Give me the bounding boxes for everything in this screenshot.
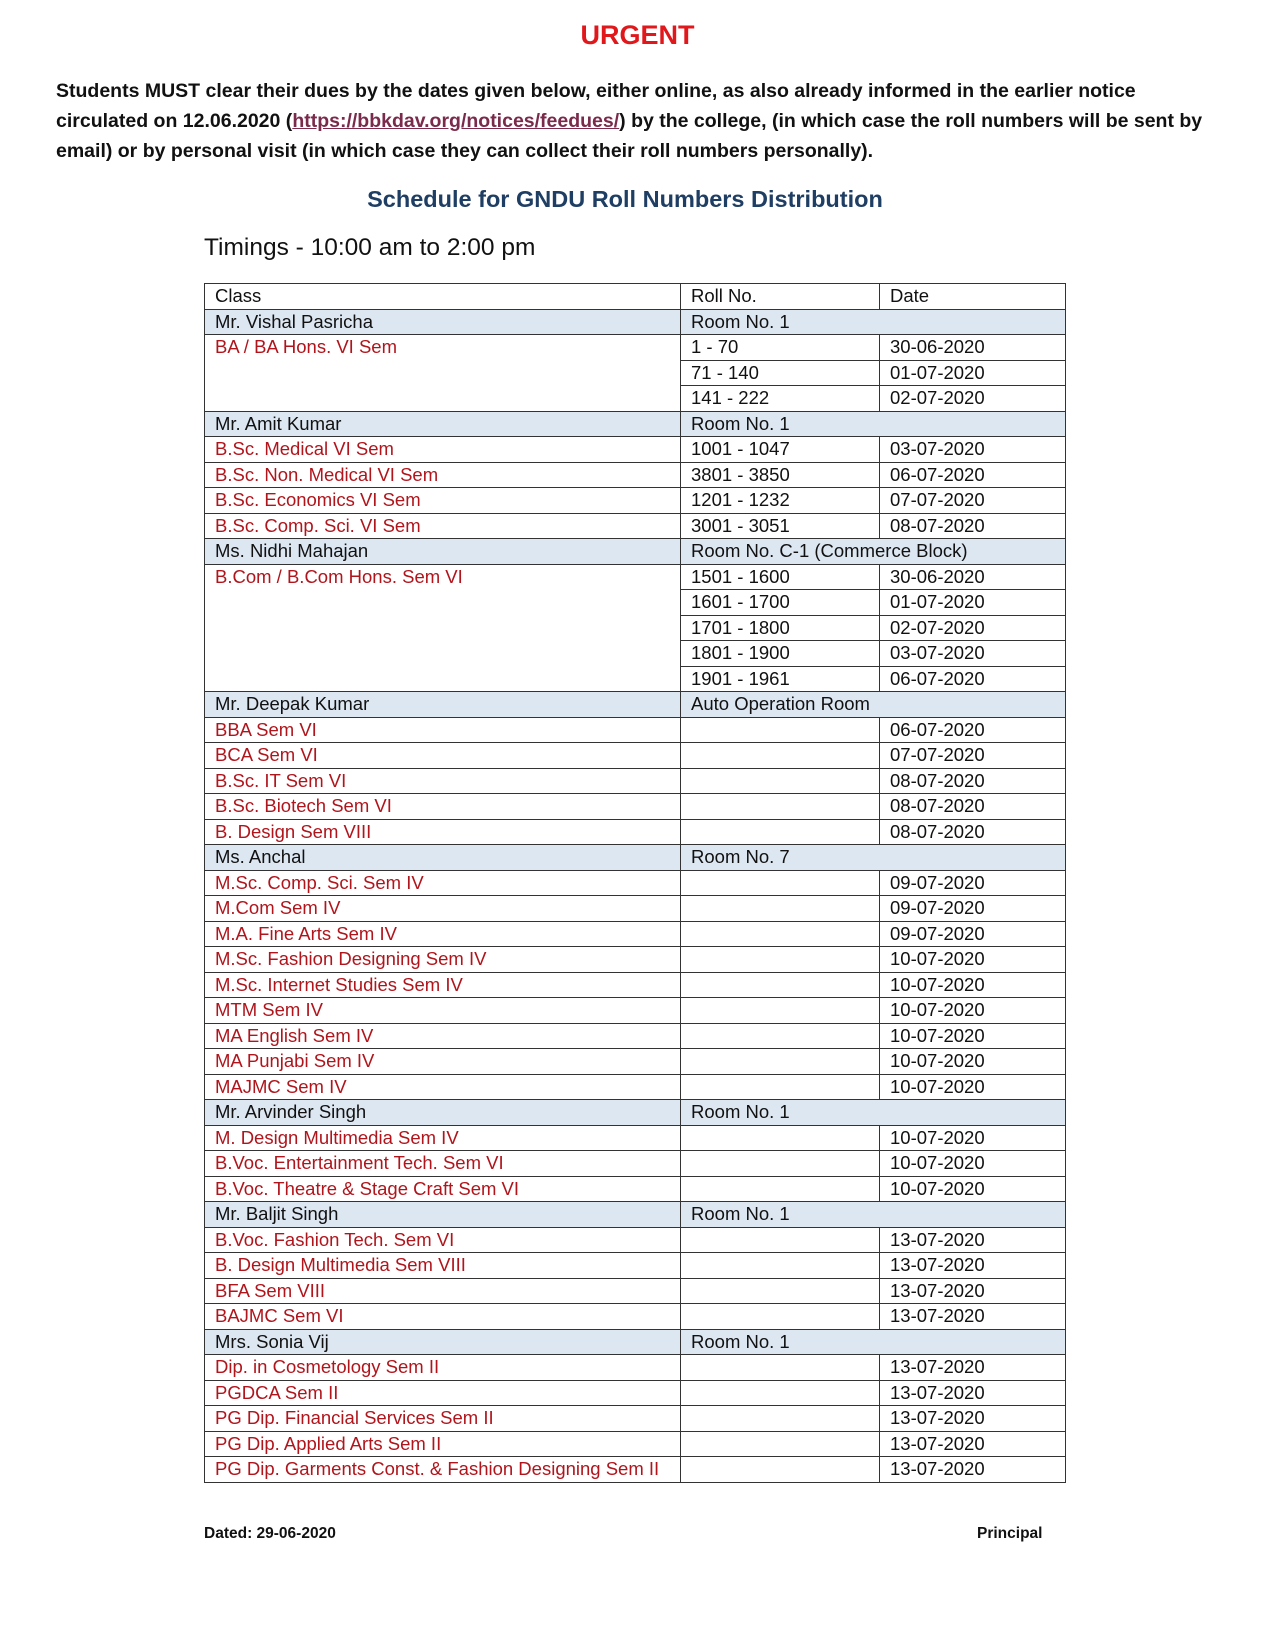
class-name: BA / BA Hons. VI Sem xyxy=(205,335,681,412)
roll-range xyxy=(681,1125,880,1151)
open-paren: ( xyxy=(280,110,293,132)
class-name: BCA Sem VI xyxy=(205,743,681,769)
room-name: Auto Operation Room xyxy=(681,692,1066,718)
roll-range xyxy=(681,819,880,845)
table-row xyxy=(205,1278,1066,1304)
distribution-date: 13-07-2020 xyxy=(880,1355,1066,1381)
roll-range xyxy=(681,1023,880,1049)
roll-range xyxy=(681,1304,880,1330)
roll-range xyxy=(681,1355,880,1381)
roll-range xyxy=(681,1380,880,1406)
roll-range xyxy=(681,998,880,1024)
teacher-row xyxy=(205,411,1066,437)
class-name: M. Design Multimedia Sem IV xyxy=(205,1125,681,1151)
distribution-date: 07-07-2020 xyxy=(880,488,1066,514)
distribution-date: 30-06-2020 xyxy=(880,564,1066,590)
table-row xyxy=(205,1176,1066,1202)
distribution-date: 10-07-2020 xyxy=(880,998,1066,1024)
roll-range xyxy=(681,896,880,922)
roll-range xyxy=(681,794,880,820)
distribution-date: 09-07-2020 xyxy=(880,921,1066,947)
class-name: MA Punjabi Sem IV xyxy=(205,1049,681,1075)
class-name: M.Com Sem IV xyxy=(205,896,681,922)
distribution-date: 08-07-2020 xyxy=(880,794,1066,820)
class-name: B.Sc. Non. Medical VI Sem xyxy=(205,462,681,488)
distribution-date: 09-07-2020 xyxy=(880,896,1066,922)
table-row xyxy=(205,947,1066,973)
roll-range xyxy=(681,743,880,769)
distribution-date: 10-07-2020 xyxy=(880,1125,1066,1151)
roll-range: 1 - 70 xyxy=(681,335,880,361)
class-name: B.Voc. Entertainment Tech. Sem VI xyxy=(205,1151,681,1177)
distribution-date: 08-07-2020 xyxy=(880,819,1066,845)
roll-range xyxy=(681,1406,880,1432)
teacher-name: Ms. Nidhi Mahajan xyxy=(205,539,681,565)
roll-range xyxy=(681,1227,880,1253)
teacher-name: Mr. Vishal Pasricha xyxy=(205,309,681,335)
table-row xyxy=(205,1380,1066,1406)
table-header-row xyxy=(205,284,1066,310)
class-name: B.Sc. IT Sem VI xyxy=(205,768,681,794)
table-row xyxy=(205,921,1066,947)
table-row xyxy=(205,1023,1066,1049)
roll-range: 71 - 140 xyxy=(681,360,880,386)
table-row xyxy=(205,437,1066,463)
class-name: MA English Sem IV xyxy=(205,1023,681,1049)
distribution-date: 01-07-2020 xyxy=(880,590,1066,616)
distribution-date: 02-07-2020 xyxy=(880,386,1066,412)
roll-range: 1701 - 1800 xyxy=(681,615,880,641)
distribution-date: 13-07-2020 xyxy=(880,1304,1066,1330)
intro-paragraph xyxy=(56,76,1231,166)
schedule-body xyxy=(205,309,1066,1482)
class-name: M.Sc. Internet Studies Sem IV xyxy=(205,972,681,998)
header-class: Class xyxy=(205,284,681,310)
teacher-name: Ms. Anchal xyxy=(205,845,681,871)
distribution-date: 06-07-2020 xyxy=(880,666,1066,692)
table-row xyxy=(205,1431,1066,1457)
teacher-row xyxy=(205,692,1066,718)
class-name: B. Design Sem VIII xyxy=(205,819,681,845)
header-roll-no: Roll No. xyxy=(681,284,880,310)
roll-range xyxy=(681,1253,880,1279)
distribution-date: 13-07-2020 xyxy=(880,1457,1066,1483)
distribution-date: 07-07-2020 xyxy=(880,743,1066,769)
table-row xyxy=(205,896,1066,922)
roll-range xyxy=(681,921,880,947)
distribution-date: 09-07-2020 xyxy=(880,870,1066,896)
table-row xyxy=(205,972,1066,998)
distribution-date: 03-07-2020 xyxy=(880,437,1066,463)
room-name: Room No. C-1 (Commerce Block) xyxy=(681,539,1066,565)
distribution-date: 13-07-2020 xyxy=(880,1227,1066,1253)
roll-range: 3801 - 3850 xyxy=(681,462,880,488)
class-name: PG Dip. Applied Arts Sem II xyxy=(205,1431,681,1457)
roll-range xyxy=(681,768,880,794)
roll-range xyxy=(681,1431,880,1457)
teacher-row xyxy=(205,1202,1066,1228)
intro-text-start: Students MUST clear their dues by the dates given below, either online, as also already informed in the earlier notice circulated on xyxy=(56,80,1136,132)
class-name: B.Sc. Medical VI Sem xyxy=(205,437,681,463)
distribution-date: 06-07-2020 xyxy=(880,462,1066,488)
roll-range xyxy=(681,1074,880,1100)
class-name: M.Sc. Comp. Sci. Sem IV xyxy=(205,870,681,896)
roll-range xyxy=(681,1278,880,1304)
distribution-date: 13-07-2020 xyxy=(880,1253,1066,1279)
distribution-date: 01-07-2020 xyxy=(880,360,1066,386)
distribution-date: 10-07-2020 xyxy=(880,1049,1066,1075)
room-name: Room No. 1 xyxy=(681,309,1066,335)
class-name: M.Sc. Fashion Designing Sem IV xyxy=(205,947,681,973)
class-name: B.Sc. Comp. Sci. VI Sem xyxy=(205,513,681,539)
class-name: PG Dip. Financial Services Sem II xyxy=(205,1406,681,1432)
teacher-row xyxy=(205,845,1066,871)
class-name: B. Design Multimedia Sem VIII xyxy=(205,1253,681,1279)
table-row xyxy=(205,1304,1066,1330)
class-name: Dip. in Cosmetology Sem II xyxy=(205,1355,681,1381)
class-name: MAJMC Sem IV xyxy=(205,1074,681,1100)
class-name: B.Voc. Fashion Tech. Sem VI xyxy=(205,1227,681,1253)
teacher-name: Mr. Baljit Singh xyxy=(205,1202,681,1228)
dated-line: Dated: 29-06-2020 xyxy=(204,1525,336,1542)
distribution-date: 10-07-2020 xyxy=(880,972,1066,998)
principal-signature: Principal xyxy=(977,1525,1043,1542)
table-row xyxy=(205,1074,1066,1100)
roll-range xyxy=(681,947,880,973)
teacher-name: Mr. Arvinder Singh xyxy=(205,1100,681,1126)
roll-range: 1801 - 1900 xyxy=(681,641,880,667)
roll-range xyxy=(681,870,880,896)
distribution-date: 08-07-2020 xyxy=(880,768,1066,794)
room-name: Room No. 1 xyxy=(681,411,1066,437)
distribution-date: 02-07-2020 xyxy=(880,615,1066,641)
table-row xyxy=(205,1406,1066,1432)
timings: Timings - 10:00 am to 2:00 pm xyxy=(204,234,536,261)
class-name: MTM Sem IV xyxy=(205,998,681,1024)
distribution-date: 13-07-2020 xyxy=(880,1278,1066,1304)
roll-range xyxy=(681,1176,880,1202)
intro-text-end: ) by the college, (in which case the roll numbers will be sent by email) or by personal visit (in which case they can collect their roll numbers personally). xyxy=(56,110,1203,162)
table-row xyxy=(205,462,1066,488)
class-name: BBA Sem VI xyxy=(205,717,681,743)
roll-range: 1901 - 1961 xyxy=(681,666,880,692)
table-row xyxy=(205,998,1066,1024)
table-row xyxy=(205,717,1066,743)
table-row xyxy=(205,819,1066,845)
table-row xyxy=(205,1227,1066,1253)
header-date: Date xyxy=(880,284,1066,310)
distribution-date: 10-07-2020 xyxy=(880,1176,1066,1202)
roll-range xyxy=(681,1049,880,1075)
distribution-date: 13-07-2020 xyxy=(880,1431,1066,1457)
urgent-heading: URGENT xyxy=(580,20,695,50)
roll-range: 141 - 222 xyxy=(681,386,880,412)
class-name: B.Sc. Biotech Sem VI xyxy=(205,794,681,820)
room-name: Room No. 1 xyxy=(681,1329,1066,1355)
roll-range xyxy=(681,1151,880,1177)
roll-range: 1001 - 1047 xyxy=(681,437,880,463)
table-row xyxy=(205,870,1066,896)
teacher-name: Mr. Deepak Kumar xyxy=(205,692,681,718)
fee-dues-link[interactable]: https://bbkdav.org/notices/feedues/ xyxy=(292,110,620,132)
distribution-date: 06-07-2020 xyxy=(880,717,1066,743)
table-row xyxy=(205,1049,1066,1075)
schedule-title: Schedule for GNDU Roll Numbers Distribution xyxy=(367,186,883,212)
roll-range xyxy=(681,1457,880,1483)
table-row xyxy=(205,794,1066,820)
class-name: B.Com / B.Com Hons. Sem VI xyxy=(205,564,681,692)
distribution-date: 13-07-2020 xyxy=(880,1380,1066,1406)
roll-range: 1201 - 1232 xyxy=(681,488,880,514)
table-row xyxy=(205,335,1066,361)
table-row xyxy=(205,1457,1066,1483)
class-name: M.A. Fine Arts Sem IV xyxy=(205,921,681,947)
notice-date: 12.06.2020 xyxy=(182,110,281,132)
roll-range xyxy=(681,972,880,998)
room-name: Room No. 1 xyxy=(681,1100,1066,1126)
distribution-date: 03-07-2020 xyxy=(880,641,1066,667)
class-name: B.Voc. Theatre & Stage Craft Sem VI xyxy=(205,1176,681,1202)
table-row xyxy=(205,564,1066,590)
roll-range: 1501 - 1600 xyxy=(681,564,880,590)
distribution-date: 08-07-2020 xyxy=(880,513,1066,539)
teacher-row xyxy=(205,1329,1066,1355)
class-name: BFA Sem VIII xyxy=(205,1278,681,1304)
distribution-date: 10-07-2020 xyxy=(880,1023,1066,1049)
distribution-date: 13-07-2020 xyxy=(880,1406,1066,1432)
table-row xyxy=(205,1125,1066,1151)
teacher-name: Mr. Amit Kumar xyxy=(205,411,681,437)
table-row xyxy=(205,513,1066,539)
teacher-row xyxy=(205,1100,1066,1126)
distribution-date: 10-07-2020 xyxy=(880,1151,1066,1177)
table-row xyxy=(205,1253,1066,1279)
class-name: PGDCA Sem II xyxy=(205,1380,681,1406)
table-row xyxy=(205,1355,1066,1381)
teacher-row xyxy=(205,309,1066,335)
roll-range xyxy=(681,717,880,743)
class-name: B.Sc. Economics VI Sem xyxy=(205,488,681,514)
class-name: PG Dip. Garments Const. & Fashion Designing Sem II xyxy=(205,1457,681,1483)
room-name: Room No. 1 xyxy=(681,1202,1066,1228)
distribution-date: 10-07-2020 xyxy=(880,947,1066,973)
class-name: BAJMC Sem VI xyxy=(205,1304,681,1330)
roll-range: 3001 - 3051 xyxy=(681,513,880,539)
table-row xyxy=(205,743,1066,769)
table-row xyxy=(205,768,1066,794)
table-row xyxy=(205,488,1066,514)
roll-range: 1601 - 1700 xyxy=(681,590,880,616)
distribution-date: 10-07-2020 xyxy=(880,1074,1066,1100)
room-name: Room No. 7 xyxy=(681,845,1066,871)
teacher-row xyxy=(205,539,1066,565)
teacher-name: Mrs. Sonia Vij xyxy=(205,1329,681,1355)
distribution-date: 30-06-2020 xyxy=(880,335,1066,361)
schedule-table xyxy=(204,283,1066,1483)
table-row xyxy=(205,1151,1066,1177)
